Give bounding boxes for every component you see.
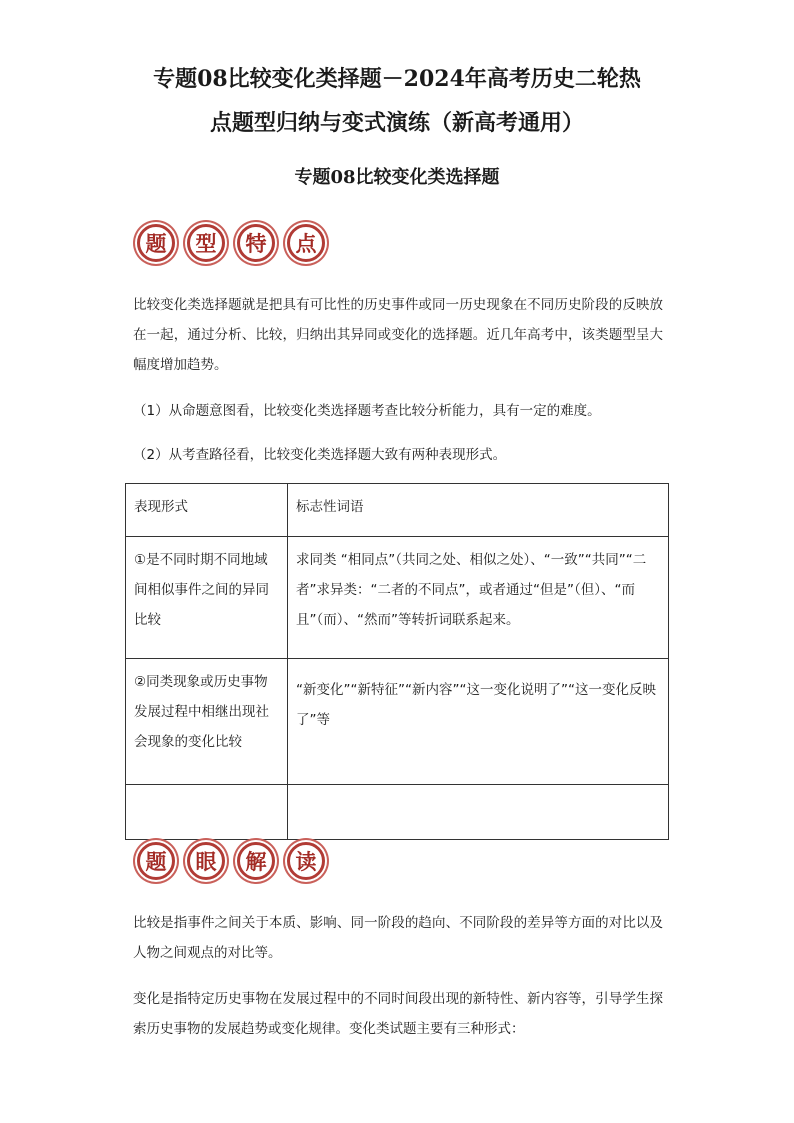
point-2-paragraph: （2）从考查路径看，比较变化类选择题大致有两种表现形式。 xyxy=(133,447,507,463)
intro-paragraph: 比较变化类选择题就是把具有可比性的历史事件或同一历史现象在不同历史阶段的反映放在一起，通过分析、比较，归纳出其异同或变化的选择题。近几年高考中，该类题型呈大幅度增加趋势。 xyxy=(133,297,663,373)
badge-char: 题 xyxy=(137,842,175,880)
point-1-paragraph: （1）从命题意图看，比较变化类选择题考查比较分析能力，具有一定的难度。 xyxy=(133,403,601,419)
compare-paragraph: 比较是指事件之间关于本质、影响、同一阶段的趋向、不同阶段的差异等方面的对比以及人物之间观点的对比等。 xyxy=(133,915,663,961)
section-badge-keywords xyxy=(133,838,329,884)
table-cell xyxy=(288,785,669,840)
badge-char: 解 xyxy=(237,842,275,880)
table-cell: 求同类 “相同点”（共同之处、相似之处）、“一致”“共同”“二者”求异类：“二者的不同点”，或者通过“但是”（但）、“而且”（而）、“然而”等转折词联系起来。 xyxy=(288,537,669,659)
table-row xyxy=(126,537,669,659)
table-header-keywords: 标志性词语 xyxy=(288,484,669,537)
main-title-line1: 专题08比较变化类择题－2024年高考历史二轮热 xyxy=(153,66,641,92)
forms-table xyxy=(125,483,669,840)
table-cell xyxy=(126,785,288,840)
badge-char: 型 xyxy=(187,224,225,262)
badge-char: 读 xyxy=(287,842,325,880)
section-subtitle: 专题08比较变化类选择题 xyxy=(294,167,500,188)
badge-char: 特 xyxy=(237,224,275,262)
change-paragraph: 变化是指特定历史事物在发展过程中的不同时间段出现的新特性、新内容等，引导学生探索历史事物的发展趋势或变化规律。变化类试题主要有三种形式： xyxy=(133,991,663,1037)
main-title-line2: 点题型归纳与变式演练（新高考通用） xyxy=(209,110,584,136)
badge-char: 点 xyxy=(287,224,325,262)
section-badge-features xyxy=(133,220,329,266)
table-cell: “新变化”“新特征”“新内容”“这一变化说明了”“这一变化反映了”等 xyxy=(288,659,669,785)
table-cell: ②同类现象或历史事物发展过程中相继出现社会现象的变化比较 xyxy=(126,659,288,785)
table-cell: ①是不同时期不同地域间相似事件之间的异同比较 xyxy=(126,537,288,659)
table-row xyxy=(126,785,669,840)
table-row xyxy=(126,659,669,785)
table-header-form: 表现形式 xyxy=(126,484,288,537)
badge-char: 题 xyxy=(137,224,175,262)
badge-char: 眼 xyxy=(187,842,225,880)
table-header-row xyxy=(126,484,669,537)
